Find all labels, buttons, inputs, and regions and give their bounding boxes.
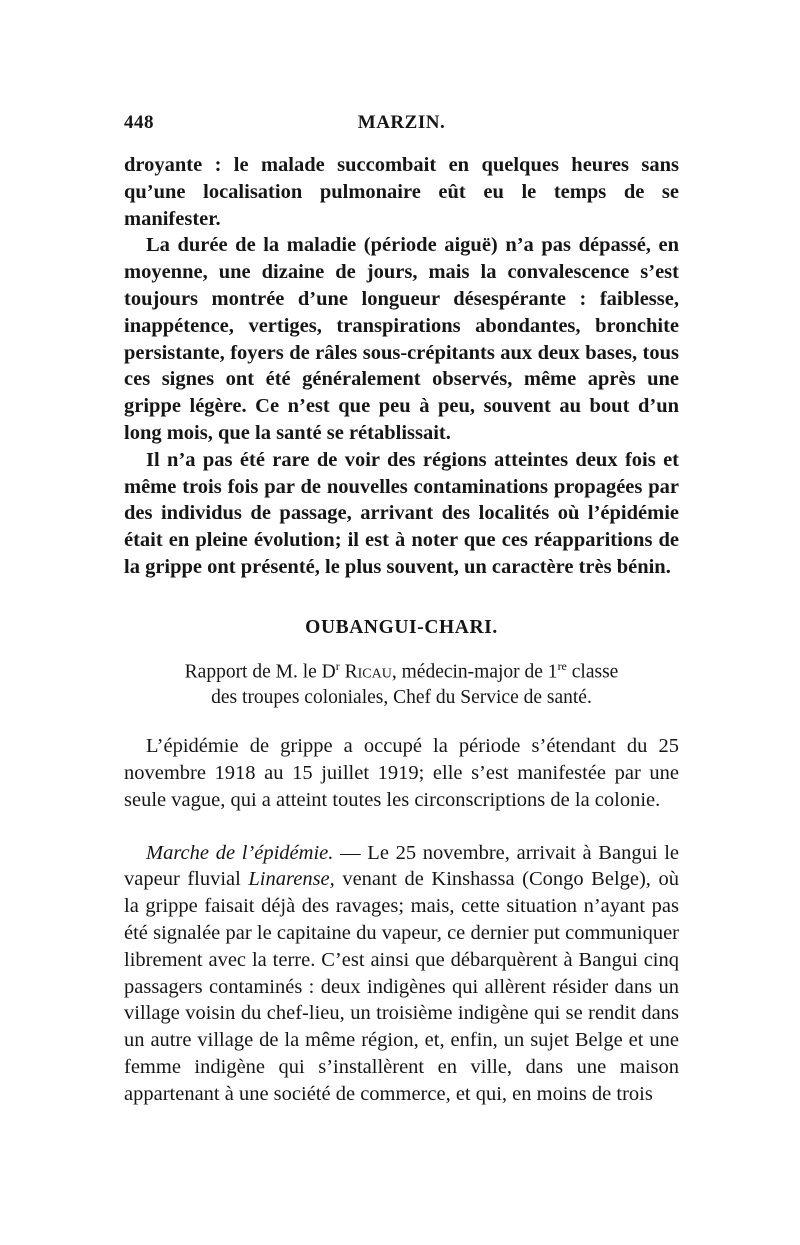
ship-name: Linarense, <box>248 868 335 891</box>
progression-text-a: — Le 25 novembre, arrivait à Bangui le vapeur fluvial <box>124 841 680 891</box>
report-paragraph-progression <box>124 840 679 1108</box>
paragraph-recontamination: Il n’a pas été rare de voir des régions atteintes deux fois et même trois fois par de nouvelles contaminations propagées par des individus de passage, arrivant des localités où l’épidémie était en pleine évolution; il est à noter que ces réapparitions de la grippe ont présenté, le plus souvent, un caractère très bénin. <box>124 448 679 578</box>
page-number: 448 <box>124 112 154 133</box>
book-page <box>124 112 679 1128</box>
running-head <box>124 112 679 138</box>
byline-prefix: Rapport de M. le D <box>184 661 336 683</box>
report-byline <box>124 653 679 712</box>
byline-line-1 <box>124 653 679 686</box>
progression-text-b: venant de Kinshassa (Congo Belge), où la grippe faisait déjà des ravages; mais, cette situation n’ayant pas été signalée par le capitaine du vapeur, ce dernier put communiquer librement avec la terre. C’est ainsi que débarquèrent à Bangui cinq passagers contaminés : deux indigènes qui allèrent résider dans un village voisin du chef-lieu, un troisième indigène qui se rendit dans un autre village de la même région, et, enfin, un sujet Belge et une femme indigène qui s’installèrent en ville, dans une maison appartenant à une société de commerce, et qui, en moins de trois <box>124 868 679 1105</box>
paragraph-continuation: droyante : le malade succombait en quelques heures sans qu’une localisation pulmonaire eût eu le temps de se manifester. <box>124 154 679 230</box>
running-title: MARZIN. <box>357 112 446 133</box>
section-heading: OUBANGUI-CHARI. <box>305 616 498 638</box>
byline-ordinal-superscript: re <box>557 658 567 673</box>
byline-author: Ricau <box>344 661 392 683</box>
byline-suffix: classe <box>566 661 619 683</box>
subheading-marche: Marche de l’épidémie. <box>146 841 334 864</box>
previous-section-text <box>124 152 679 581</box>
report-paragraph-period: L’épidémie de grippe a occupé la période s’étendant du 25 novembre 1918 au 15 juillet 1919; elle s’est manifestée par une seule vague, qui a atteint toutes les circonscriptions de la colonie. <box>124 735 679 811</box>
paragraph-duration: La durée de la maladie (période aiguë) n’a pas dépassé, en moyenne, une dizaine de jours, mais la convalescence s’est toujours montrée d’une longueur désespérante : faiblesse, inappétence, vertiges, transpirations abondantes, bronchite persistante, foyers de râles sous-crépitants aux deux bases, tous ces signes ont été généralement observés, même après une grippe légère. Ce n’est que peu à peu, souvent au bout d’un long mois, que la santé se rétablissait. <box>124 234 679 444</box>
byline-middle: , médecin-major de 1 <box>391 661 558 683</box>
byline-line-2: des troupes coloniales, Chef du Service de santé. <box>211 687 592 709</box>
byline-dr-superscript: r <box>335 658 340 673</box>
